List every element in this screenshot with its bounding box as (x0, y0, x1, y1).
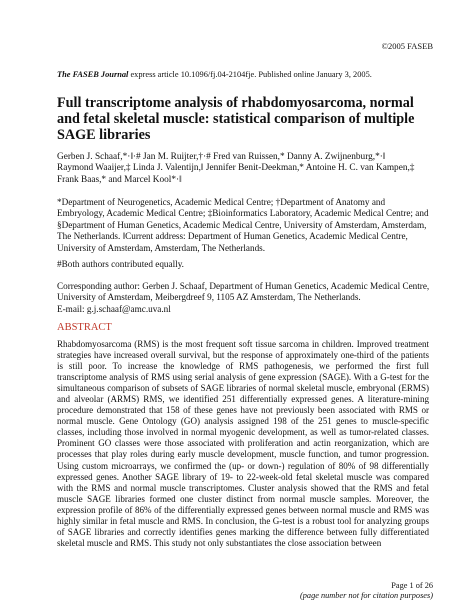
author-list (57, 152, 432, 186)
abstract-heading: ABSTRACT (57, 322, 112, 333)
paper-title: Full transcriptome analysis of rhabdomyosarcoma, normal and fetal skeletal muscle: statistical comparison of multiple SAGE libraries (57, 95, 415, 143)
author-line-3: Frank Baas,* and Marcel Kool*·‖ (57, 174, 182, 185)
equal-contribution-note: #Both authors contributed equally. (57, 259, 184, 269)
page-footer (300, 581, 433, 601)
copyright-notice: ©2005 FASEB (381, 41, 433, 51)
correspondence-block (57, 281, 432, 315)
page-number: Page 1 of 26 (391, 581, 433, 590)
corresponding-author: Corresponding author: Gerben J. Schaaf, Department of Human Genetics, Academic Medical Centre, University of Amsterdam, Meibergdreef 9, 1105 AZ Amsterdam, The Netherlands. (57, 281, 430, 303)
corresponding-email: E-mail: g.j.schaaf@amc.uva.nl (57, 303, 171, 314)
page-number-note: (page number not for citation purposes) (300, 591, 433, 600)
journal-name: The FASEB Journal (57, 70, 129, 79)
journal-article-info: express article 10.1096/fj.04-2104fje. Published online January 3, 2005. (128, 70, 372, 79)
author-line-1: Gerben J. Schaaf,*·‖·# Jan M. Ruijter,†·# Fred van Ruissen,* Danny A. Zwijnenburg,*·‖ (57, 152, 386, 162)
abstract-text: Rhabdomyosarcoma (RMS) is the most frequent soft tissue sarcoma in children. Improved treatment strategies have increased overall survival, but the response of approximately one-third of the patients is still poor. To increase the knowledge of RMS pathogenesis, we performed the first full transcriptome analysis of RMS using serial analysis of gene expression (SAGE). With a G-test for the simultaneous comparison of subsets of SAGE libraries of normal skeletal muscle, embryonal (ERMS) and alveolar (ARMS) RMS, we identified 251 differentially expressed genes. A literature-mining procedure demonstrated that 158 of these genes have not previously been associated with RMS or normal muscle. Gene Ontology (GO) analysis assigned 198 of the 251 genes to muscle-specific classes, including those involved in normal myogenic development, as well as tumor-related classes. Prominent GO classes were those associated with proliferation and actin reorganization, which are processes that play roles during early muscle development, muscle function, and tumor progression. Using custom microarrays, we confirmed the (up- or down-) regulation of 80% of 98 differentially expressed genes. Another SAGE library of 19- to 22-week-old fetal skeletal muscle was compared with the RMS and normal muscle transcriptomes. Cluster analysis showed that the RMS and fetal muscle SAGE libraries formed one cluster distinct from normal muscle samples. Moreover, the expression profile of 86% of the differentially expressed genes between normal muscle and RMS was highly similar in fetal muscle and RMS. In conclusion, the G-test is a robust tool for analyzing groups of SAGE libraries and correctly identifies genes marking the difference between fully differentiated skeletal muscle and RMS. This study not only substantiates the close association between (57, 339, 429, 548)
journal-citation-line (57, 70, 437, 79)
author-line-2: Raymond Waaijer,‡ Linda J. Valentijn,‖ Jennifer Benit-Deekman,* Antoine H. C. van Kampen,‡ (57, 163, 415, 174)
affiliations: *Department of Neurogenetics, Academic Medical Centre; †Department of Anatomy and Embryology, Academic Medical Centre; ‡Bioinformatics Laboratory, Academic Medical Centre; and §Department of Human Genetics, Academic Medical Centre, University of Amsterdam, Amsterdam, The Netherlands. ‖Current address: Department of Human Genetics, Academic Medical Centre, University of Amsterdam, Amsterdam, The Netherlands. (57, 197, 429, 253)
